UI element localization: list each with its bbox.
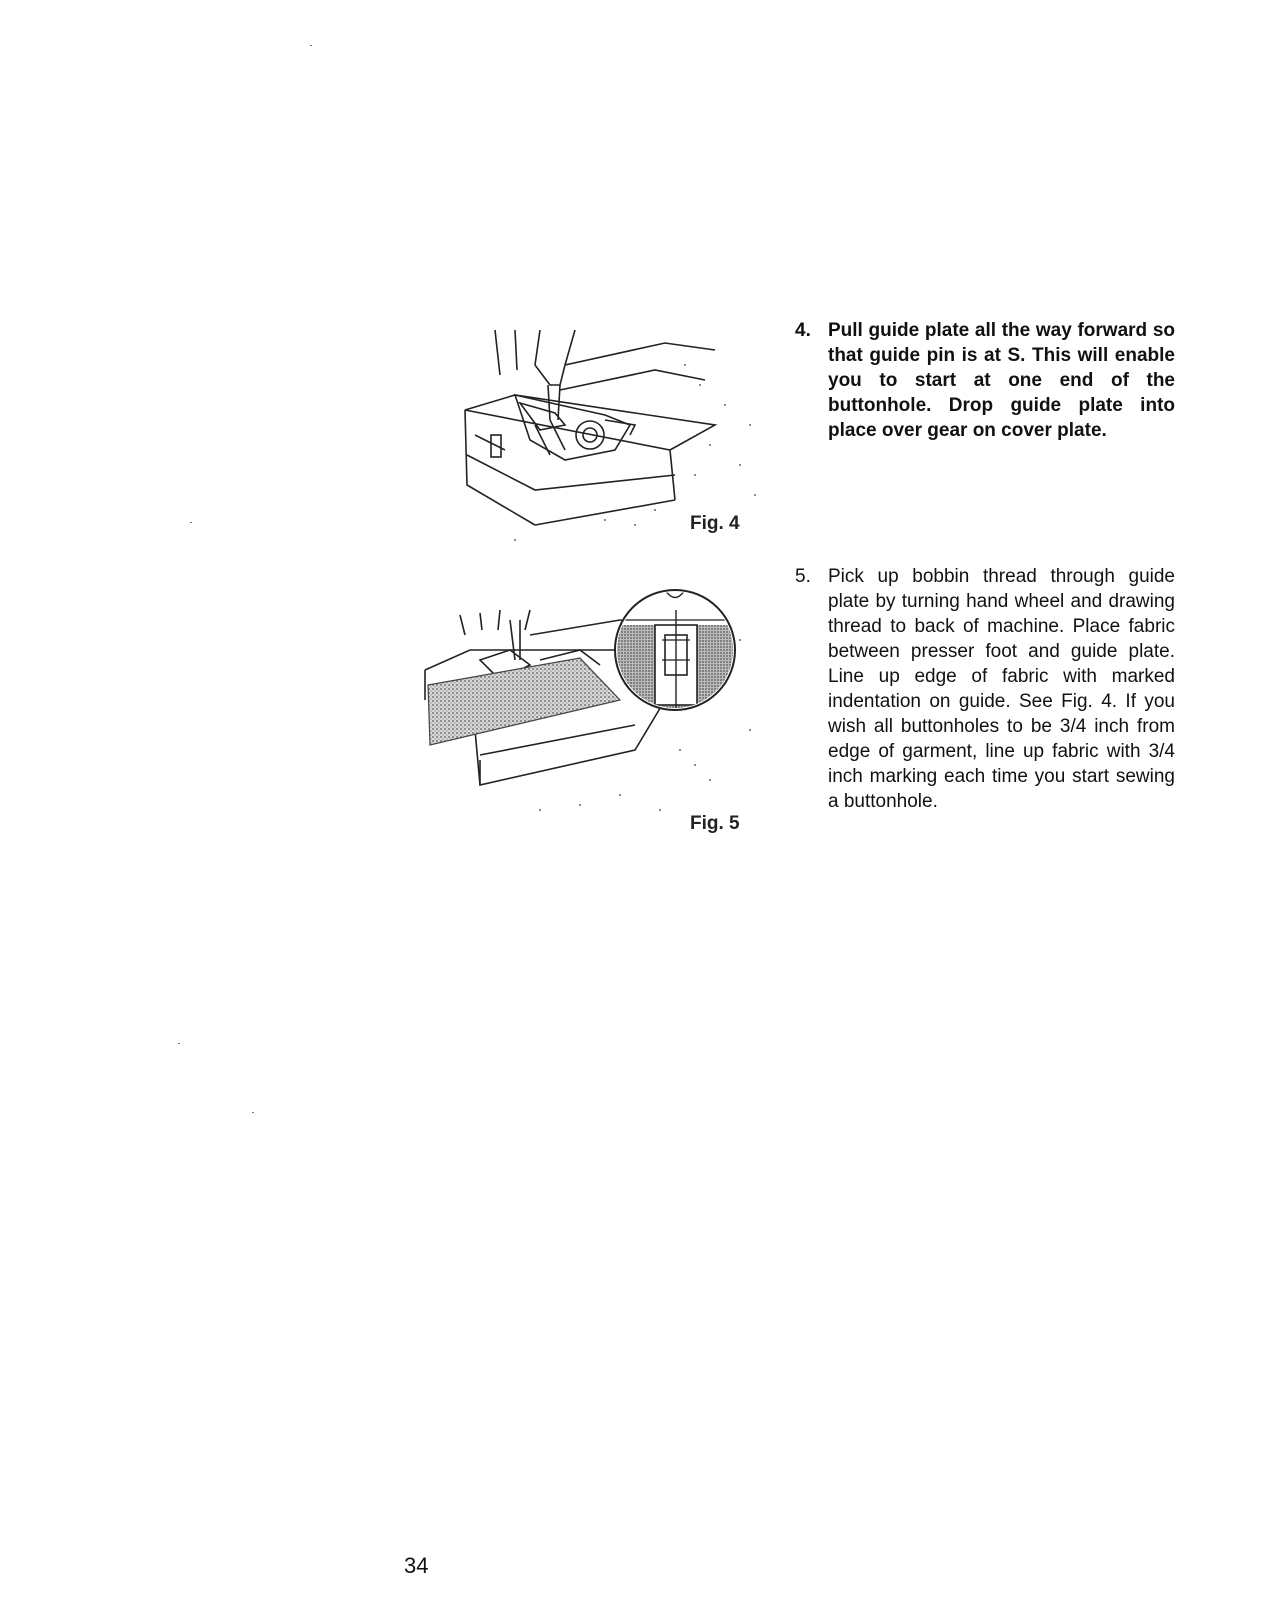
step-5-number: 5.: [795, 566, 811, 587]
step-5: [795, 564, 1175, 814]
figure-4-illustration: [455, 325, 765, 550]
scan-speck: [310, 45, 312, 46]
step-4: [795, 318, 1175, 443]
step-5-text: Pick up bobbin thread through guide plate by turning hand wheel and drawing thread to back of machine. Place fabric between presser foot and guide plate. Line up edge of fabric with marked indentation on guide. See Fig. 4. If you wish all buttonholes to be 3/4 inch from edge of garment, line up fabric with 3/4 inch marking each time you start sewing a buttonhole.: [828, 566, 1175, 812]
scan-speck: [190, 522, 192, 523]
inset-detail-circle: [615, 590, 735, 715]
fabric-swatch: [428, 658, 620, 745]
page-number: 34: [404, 1553, 429, 1578]
figure-5-label: Fig. 5: [690, 813, 740, 834]
scan-speck: [252, 1112, 254, 1113]
step-4-text: Pull guide plate all the way forward so that guide pin is at S. This will enable you to start at one end of the buttonhole. Drop guide plate into place over gear on cover plate.: [828, 320, 1175, 441]
figure-5-illustration: [420, 580, 765, 834]
fabric-under-presser-foot-drawing: [420, 580, 765, 825]
step-4-number: 4.: [795, 320, 811, 341]
figure-4-label: Fig. 4: [690, 513, 740, 534]
scan-speck: [178, 1043, 180, 1044]
